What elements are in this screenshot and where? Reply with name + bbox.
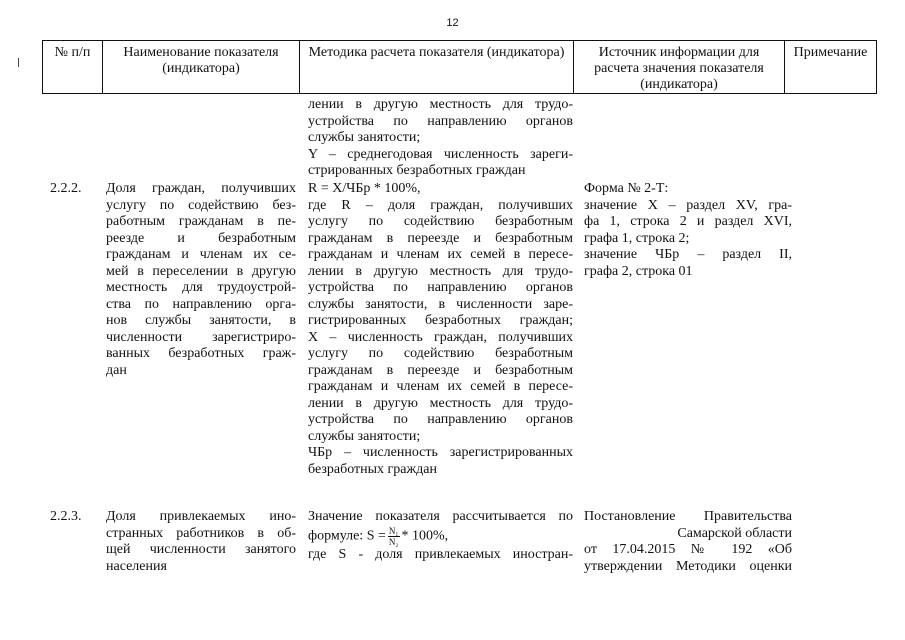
source-line: фа 1, строка 2 и раздел XVI, — [584, 214, 792, 229]
method-line: гражданам и членам их семей в пересе- — [308, 379, 573, 394]
source-line: Самарской области — [677, 525, 792, 541]
name-line: численности зарегистриро- — [106, 329, 296, 345]
name-line: мей в переселении в другую — [106, 263, 296, 279]
source-line: от 17.04.2015 № 192 «Об — [584, 542, 792, 557]
row-indicator-name — [106, 181, 296, 379]
table-header — [42, 40, 877, 94]
name-line: дан — [106, 362, 127, 378]
method-line: лении в другую местность для трудо- — [308, 263, 573, 279]
method-line: X – численность граждан, получивших — [308, 329, 573, 345]
name-line: работным гражданам в пе- — [106, 214, 296, 229]
method-line: устройства по направлению органов — [308, 280, 573, 295]
formula-numerator: N₁ — [388, 525, 399, 536]
method-line: безработных граждан — [308, 461, 437, 477]
name-line: щей численности занятого — [106, 542, 296, 557]
row-method — [308, 509, 573, 563]
name-line: населения — [106, 558, 167, 574]
header-col-number: № п/п — [43, 41, 103, 94]
formula-fraction — [388, 526, 400, 547]
method-line: гражданам в переезде и безработным — [308, 362, 573, 378]
source-line: значение ЧБр – раздел II, — [584, 247, 792, 262]
name-line: нов службы занятости, в — [106, 313, 296, 328]
name-line: странных работников в об- — [106, 525, 296, 541]
name-line: реезде и безработным — [106, 230, 296, 246]
name-line: ванных безработных граж- — [106, 346, 296, 361]
row-number: 2.2.2. — [50, 181, 82, 196]
formula-denominator: N₂ — [388, 536, 399, 547]
method-line: ЧБр – численность зарегистрированных — [308, 445, 573, 460]
page-number: 12 — [446, 17, 459, 29]
name-line: гражданам и членам их се- — [106, 247, 296, 262]
row-indicator-name — [106, 509, 296, 575]
formula-prefix: формуле: S = — [308, 528, 386, 544]
row-number: 2.2.3. — [50, 509, 82, 524]
method-line: лении в другую местность для трудо- — [308, 97, 573, 112]
source-line: графа 1, строка 2; — [584, 230, 690, 246]
method-line: Значение показателя рассчитывается по — [308, 509, 573, 524]
method-line: устройства по направлению органов — [308, 412, 573, 427]
method-line: гистрированных безработных граждан; — [308, 313, 573, 328]
header-col-note: Примечание — [785, 41, 877, 94]
method-line: услугу по содействию безработным — [308, 214, 573, 229]
row-source — [584, 509, 792, 575]
header-col-method: Методика расчета показателя (индикатора) — [300, 41, 574, 94]
header-col-name: Наименование показателя (индикатора) — [103, 41, 300, 94]
method-line: стрированных безработных граждан — [308, 163, 526, 178]
name-line: услугу по содействию без- — [106, 197, 296, 213]
method-line: гражданам и членам их семей в пересе- — [308, 247, 573, 262]
source-line: значение X – раздел XV, гра- — [584, 197, 792, 213]
formula-line — [308, 526, 573, 547]
continuation-method — [308, 97, 573, 180]
method-line: услугу по содействию безработным — [308, 346, 573, 361]
source-line: утверждении Методики оценки — [584, 558, 792, 574]
method-line: где R – доля граждан, получивших — [308, 197, 573, 213]
method-line: Y – среднегодовая численность зареги- — [308, 146, 573, 162]
name-line: Доля привлекаемых ино- — [106, 509, 296, 524]
method-line: службы занятости; — [308, 130, 421, 145]
header-col-source: Источник информации для расчета значения показателя (индикатора) — [574, 41, 785, 94]
method-line: лении в другую местность для трудо- — [308, 395, 573, 411]
source-line: Постановление Правительства — [584, 509, 792, 524]
row-source — [584, 181, 792, 280]
source-line: графа 2, строка 01 — [584, 263, 693, 279]
method-line: гражданам в переезде и безработным — [308, 230, 573, 246]
formula-suffix: * 100%, — [401, 528, 449, 544]
method-line: устройства по направлению органов — [308, 113, 573, 129]
source-line: Форма № 2-Т: — [584, 181, 669, 196]
method-line: R = X/ЧБр * 100%, — [308, 181, 421, 196]
name-line: ства по направлению орга- — [106, 296, 296, 312]
method-line: службы занятости, в численности заре- — [308, 296, 573, 312]
method-line: службы занятости; — [308, 428, 421, 444]
margin-mark — [18, 58, 19, 67]
method-line: где S - доля привлекаемых иностран- — [308, 546, 573, 562]
row-method — [308, 181, 573, 478]
name-line: местность для трудоустрой- — [106, 280, 296, 295]
name-line: Доля граждан, получивших — [106, 181, 296, 196]
